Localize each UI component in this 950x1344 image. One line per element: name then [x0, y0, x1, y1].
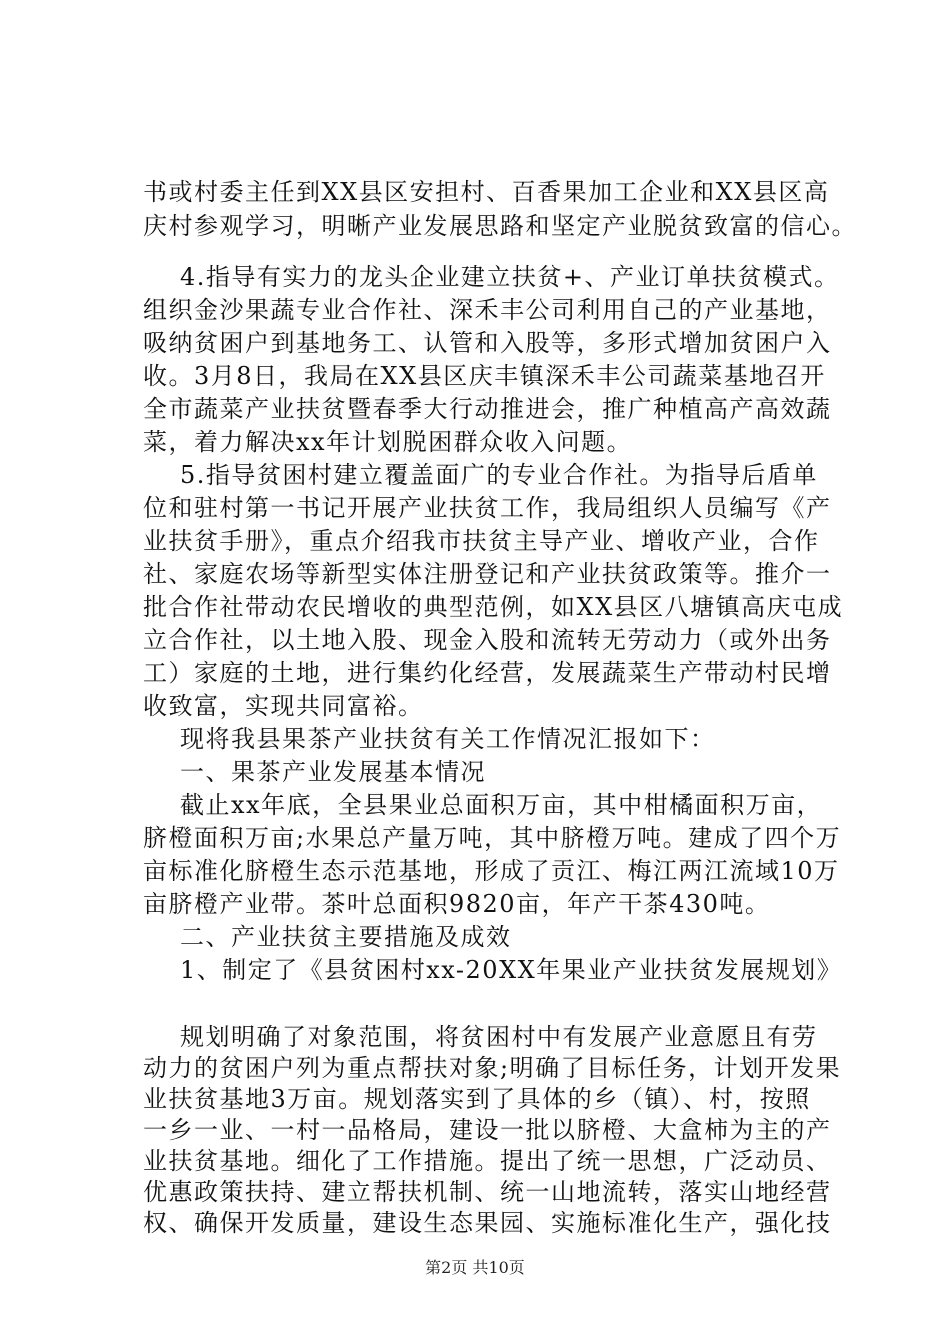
text-line: 优惠政策扶持、建立帮扶机制、统一山地流转，落实山地经营	[143, 1178, 832, 1206]
text-line: 业扶贫基地。细化了工作措施。提出了统一思想，广泛动员、	[143, 1147, 832, 1175]
text-line: 庆村参观学习，明晰产业发展思路和坚定产业脱贫致富的信心。	[143, 212, 857, 240]
text-line: 亩脐橙产业带。茶叶总面积9820亩，年产干茶430吨。	[143, 890, 771, 918]
page-footer: 第2页 共10页	[425, 1258, 525, 1277]
text-line: 书或村委主任到XX县区安担村、百香果加工企业和XX县区高	[143, 178, 830, 206]
text-line: 全市蔬菜产业扶贫暨春季大行动推进会，推广种植高产高效蔬	[143, 395, 832, 423]
intro-line: 现将我县果茶产业扶贫有关工作情况汇报如下：	[180, 725, 716, 753]
text-line: 截止xx年底，全县果业总面积万亩，其中柑橘面积万亩，	[180, 791, 823, 819]
text-line: 社、家庭农场等新型实体注册登记和产业扶贫政策等。推介一	[143, 560, 832, 588]
text-line: 收。3月8日，我局在XX县区庆丰镇深禾丰公司蔬菜基地召开	[143, 362, 826, 390]
section-heading-1: 一、果茶产业发展基本情况	[180, 758, 486, 786]
text-line: 亩标准化脐橙生态示范基地，形成了贡江、梅江两江流域10万	[143, 857, 840, 885]
text-line: 业扶贫基地3万亩。规划落实到了具体的乡（镇）、村，按照	[143, 1085, 811, 1113]
text-line: 菜，着力解决xx年计划脱困群众收入问题。	[143, 428, 633, 456]
text-line: 吸纳贫困户到基地务工、认管和入股等，多形式增加贫困户入	[143, 329, 832, 357]
text-line: 业扶贫手册》，重点介绍我市扶贫主导产业、增收产业，合作	[143, 527, 820, 555]
paragraph-heading-5: 5.指导贫困村建立覆盖面广的专业合作社。为指导后盾单	[180, 461, 818, 489]
paragraph-heading-4: 4.指导有实力的龙头企业建立扶贫+、产业订单扶贫模式。	[180, 263, 840, 291]
text-line: 批合作社带动农民增收的典型范例，如XX县区八塘镇高庆屯成	[143, 593, 844, 621]
text-line: 规划明确了对象范围，将贫困村中有发展产业意愿且有劳	[180, 1023, 818, 1051]
text-line: 立合作社，以土地入股、现金入股和流转无劳动力（或外出务	[143, 626, 832, 654]
text-line: 脐橙面积万亩;水果总产量万吨，其中脐橙万吨。建成了四个万	[143, 824, 842, 852]
subsection-heading-1: 1、制定了《县贫困村xx-20XX年果业产业扶贫发展规划》	[180, 956, 843, 984]
text-line: 组织金沙果蔬专业合作社、深禾丰公司利用自己的产业基地，	[143, 296, 832, 324]
text-line: 一乡一业、一村一品格局，建设一批以脐橙、大盒柿为主的产	[143, 1116, 832, 1144]
text-line: 工）家庭的土地，进行集约化经营，发展蔬菜生产带动村民增	[143, 659, 832, 687]
text-line: 动力的贫困户列为重点帮扶对象;明确了目标任务，计划开发果	[143, 1054, 842, 1082]
section-heading-2: 二、产业扶贫主要措施及成效	[180, 923, 512, 951]
text-line: 位和驻村第一书记开展产业扶贫工作，我局组织人员编写《产	[143, 494, 832, 522]
text-line: 收致富，实现共同富裕。	[143, 692, 424, 720]
text-line: 权、确保开发质量，建设生态果园、实施标准化生产，强化技	[143, 1209, 832, 1237]
